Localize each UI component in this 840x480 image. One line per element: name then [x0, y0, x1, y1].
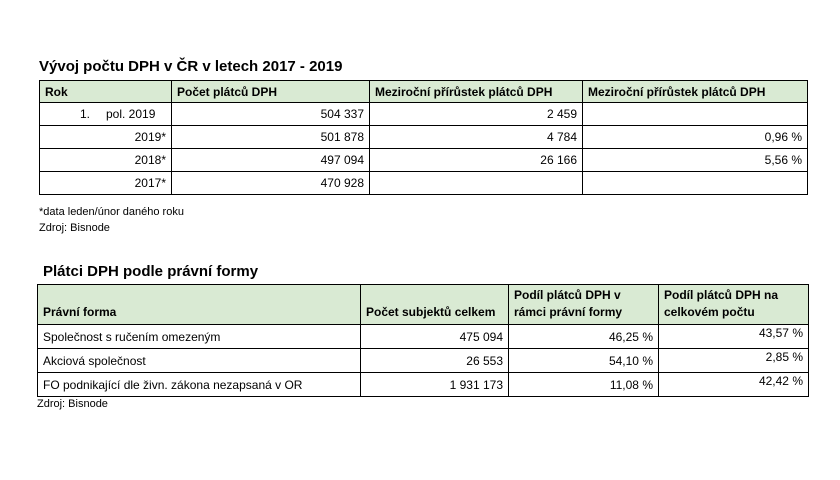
cell-count: 504 337 — [172, 103, 370, 126]
table-row — [38, 325, 809, 349]
cell-legal-form: FO podnikající dle živn. zákona nezapsaná v OR — [38, 373, 361, 397]
cell-entity-count: 1 931 173 — [361, 373, 509, 397]
cell-share-form: 11,08 % — [509, 373, 659, 397]
vat-payers-by-legal-form-table — [37, 284, 809, 397]
table-row — [38, 373, 809, 397]
header-pct: Meziroční přírůstek plátců DPH — [583, 81, 808, 103]
cell-share-total: 43,57 % — [659, 325, 809, 349]
header-delta: Meziroční přírůstek plátců DPH — [370, 81, 583, 103]
header-share-form: Podíl plátců DPH v rámci právní formy — [509, 285, 659, 325]
table1-footnote: *data leden/únor daného roku — [39, 206, 184, 218]
cell-delta: 26 166 — [370, 149, 583, 172]
cell-share-total: 2,85 % — [659, 349, 809, 373]
cell-delta: 4 784 — [370, 126, 583, 149]
cell-delta: 2 459 — [370, 103, 583, 126]
cell-delta — [370, 172, 583, 195]
row-number: 1. — [80, 107, 91, 121]
cell-entity-count: 475 094 — [361, 325, 509, 349]
table1-title: Vývoj počtu DPH v ČR v letech 2017 - 2019 — [39, 58, 343, 75]
cell-rok: 2019* — [40, 126, 172, 149]
table2-source: Zdroj: Bisnode — [37, 398, 108, 410]
table-row — [38, 349, 809, 373]
cell-rok — [40, 103, 172, 126]
cell-pct: 0,96 % — [583, 126, 808, 149]
cell-rok: 2017* — [40, 172, 172, 195]
cell-count: 470 928 — [172, 172, 370, 195]
cell-share-form: 54,10 % — [509, 349, 659, 373]
header-entity-count: Počet subjektů celkem — [361, 285, 509, 325]
cell-rok: 2018* — [40, 149, 172, 172]
cell-pct: 5,56 % — [583, 149, 808, 172]
cell-share-total: 42,42 % — [659, 373, 809, 397]
header-legal-form: Právní forma — [38, 285, 361, 325]
cell-legal-form: Akciová společnost — [38, 349, 361, 373]
cell-count: 497 094 — [172, 149, 370, 172]
cell-share-form: 46,25 % — [509, 325, 659, 349]
table-row — [40, 103, 808, 126]
header-count: Počet plátců DPH — [172, 81, 370, 103]
cell-pct — [583, 172, 808, 195]
table-header-row — [40, 81, 808, 103]
header-rok: Rok — [40, 81, 172, 103]
cell-legal-form: Společnost s ručením omezeným — [38, 325, 361, 349]
vat-payers-trend-table — [39, 80, 808, 195]
row-label: pol. 2019 — [106, 107, 156, 121]
header-share-total: Podíl plátců DPH na celkovém počtu — [659, 285, 809, 325]
cell-pct — [583, 103, 808, 126]
table-header-row — [38, 285, 809, 325]
cell-count: 501 878 — [172, 126, 370, 149]
table-row — [40, 172, 808, 195]
table2-title: Plátci DPH podle právní formy — [43, 263, 259, 280]
table1-source: Zdroj: Bisnode — [39, 222, 110, 234]
table-row — [40, 149, 808, 172]
cell-entity-count: 26 553 — [361, 349, 509, 373]
table-row — [40, 126, 808, 149]
